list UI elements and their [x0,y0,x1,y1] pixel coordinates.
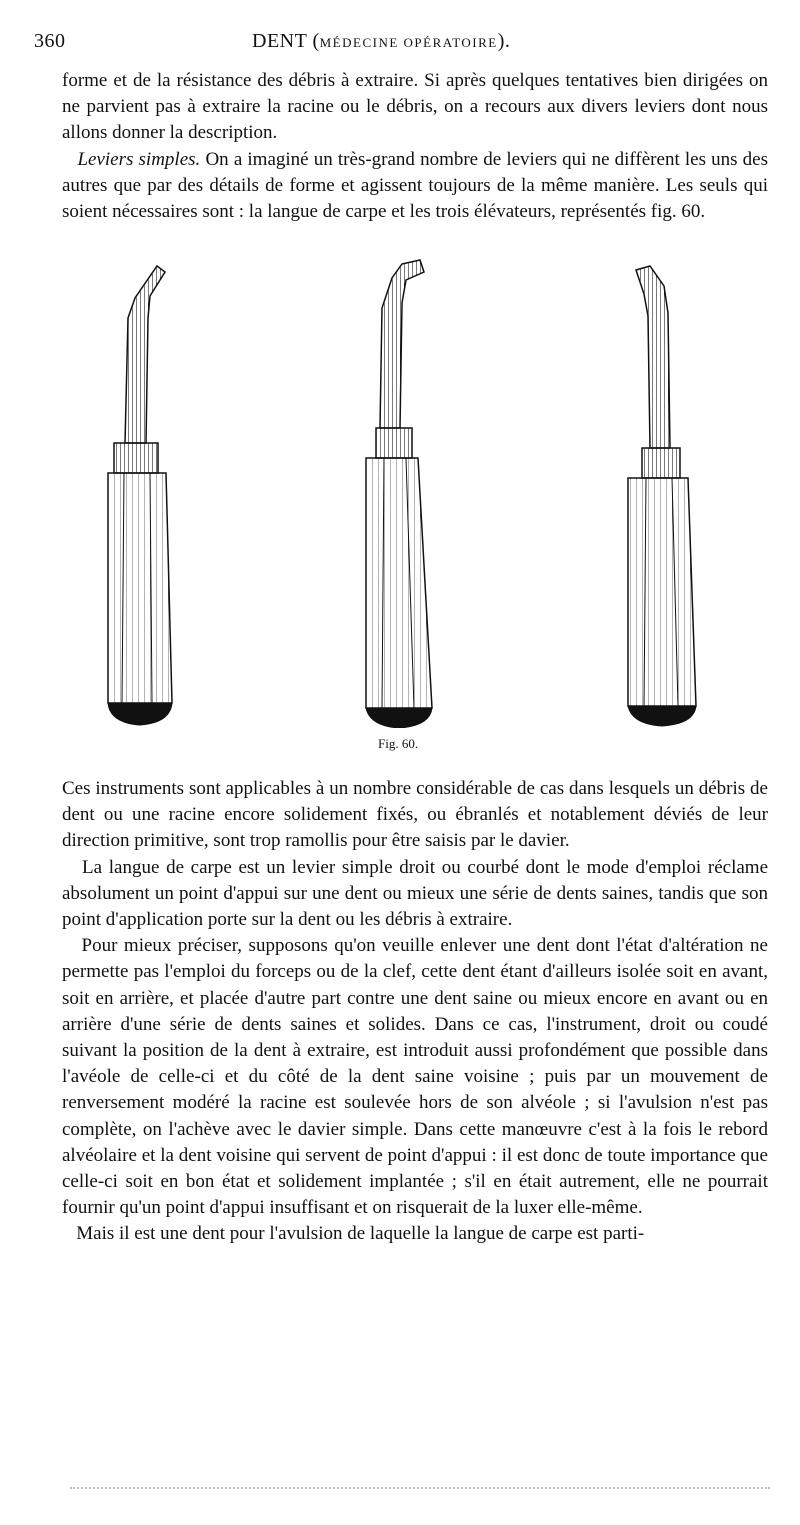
paragraph-text: Mais il est une dent pour l'avulsion de laquelle la langue de carpe est parti- [76,1223,645,1245]
lever-instrument-3 [628,266,696,726]
running-head [252,30,510,53]
top-text-block [62,68,768,225]
lever-instrument-1 [108,266,172,725]
paragraph [62,1221,768,1247]
paragraph [62,855,768,934]
lever-instrument-2 [366,260,432,728]
figure-60-levers [0,258,800,728]
paragraph-text: Ces instruments sont applicables à un nombre considérable de cas dans lesquels un débris de dent ou une racine encore solidement fixés, ou ébranlés et notablement déviés de leur direction primitive, sont trop ramollis pour être saisis par le davier. [62,778,768,852]
paragraph [62,933,768,1221]
page-header [34,30,769,56]
figure-caption: Fig. 60. [378,736,419,751]
running-head-main: DENT ( [252,30,320,52]
running-head-end: ). [497,30,511,52]
paragraph: forme et de la résistance des débris à extraire. Si après quelques tentatives bien dirigées on ne parvient pas à extraire la racine ou le débris, on a recours aux divers leviers dont nous allons donner la description. [62,70,768,144]
body-text-block [62,776,768,1248]
running-head-smallcaps: MÉDECINE OPÉRATOIRE [319,35,498,50]
page-number: 360 [34,30,66,52]
paragraph-text: On a imaginé un très-grand nombre de leviers qui ne diffèrent les uns des autres que par des détails de forme et agissent toujours de la même manière. Les seuls qui soient nécessaires sont : la langue de carpe et les trois élévateurs, représentés fig. 60. [62,148,768,223]
bleed-through-line [70,1487,770,1491]
paragraph-leviers [62,147,768,226]
paragraph-text: La langue de carpe est un levier simple droit ou courbé dont le mode d'emploi réclame absolument un point d'appui sur une dent ou mieux une série de dents saines, tandis que son point d'application porte sur la dent ou les débris à extraire. [62,856,769,931]
paragraph [62,776,768,855]
section-italic-heading: Leviers simples. [77,148,201,170]
paragraph-text: Pour mieux préciser, supposons qu'on veuille enlever une dent dont l'état d'altération ne permette pas l'emploi du forceps ou de la clef, cette dent étant d'ailleurs isolée soit en avant, soit en arrière, et placée d'autre part contre une dent saine ou mieux encore en avant ou en arrière d'une série de dents saines et solides. Dans ce cas, l'instrument, droit ou coudé suivant la position de la dent à extraire, est introduit aussi profondément que possible dans l'avéole de celle-ci et du côté de la dent saine voisine ; puis par un mouvement de renversement modéré la racine est soulevée hors de son alvéole ; si l'avulsion n'est pas complète, on l'achève avec le davier simple. Dans cette manœuvre c'est à la fois le rebord alvéolaire et la dent voisine qui servent de point d'appui : il est donc de toute importance que celle-ci soit en bon état et solidement implantée ; s'il en était autrement, elle ne pourrait fournir qu'un point d'appui insuffisant et on risquerait de la luxer elle-même. [62,935,768,1219]
